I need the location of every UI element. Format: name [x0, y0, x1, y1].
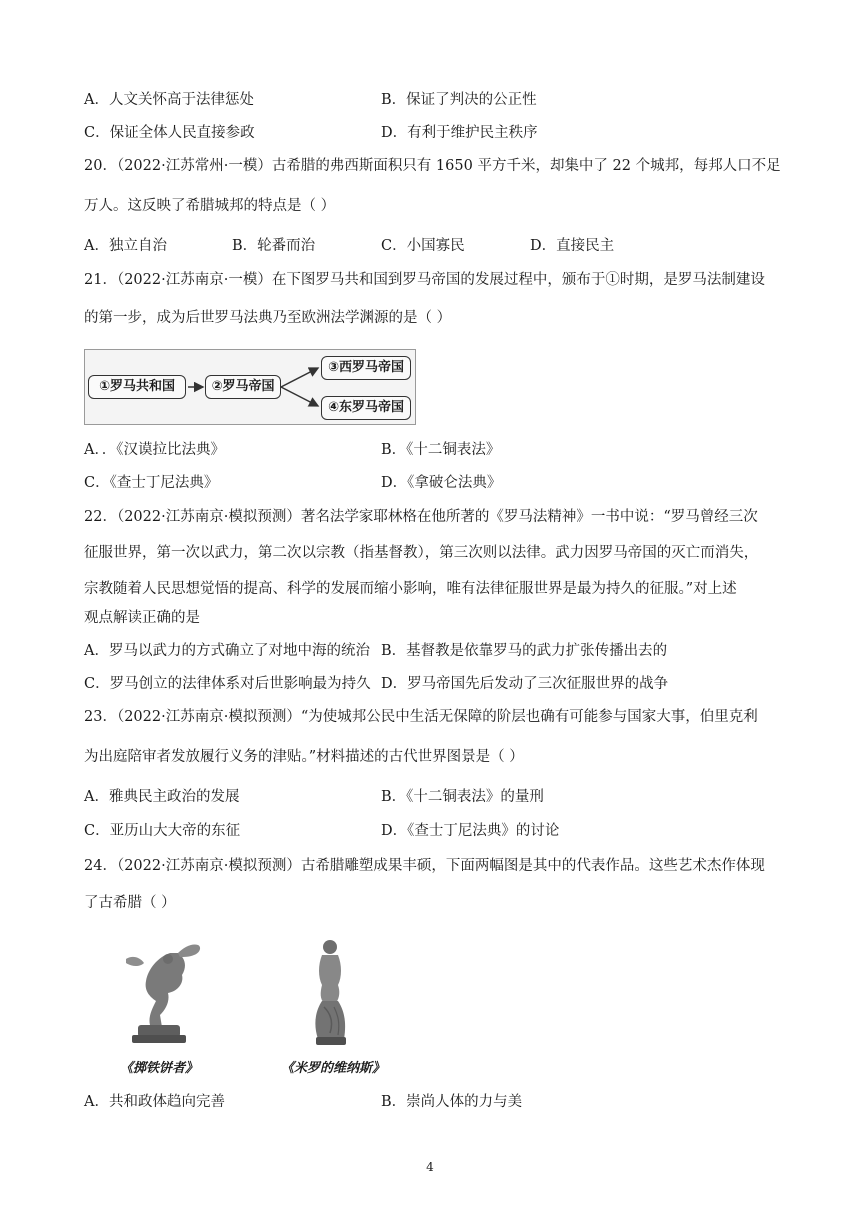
q22-option-b: B．基督教是依靠罗马的武力扩张传播出去的	[381, 643, 668, 659]
q23-option-d: D．《查士丁尼法典》的讨论	[381, 823, 560, 839]
q24-option-a: A．共和政体趋向完善	[84, 1094, 225, 1110]
q24-stem-line1: 24．（2022·江苏南京·模拟预测）古希腊雕塑成果丰硕，下面两幅图是其中的代表作品。这些艺术杰作体现	[84, 858, 765, 874]
arrow-2-to-3	[281, 368, 318, 387]
q23-option-a: A．雅典民主政治的发展	[84, 789, 240, 805]
q19-option-a: A．人文关怀高于法律惩处	[84, 92, 254, 108]
q22-option-a: A．罗马以武力的方式确立了对地中海的统治	[84, 643, 370, 659]
q22-stem-line2: 征服世界，第一次以武力，第二次以宗教（指基督教），第三次则以法律。武力因罗马帝国的灭亡而消失，	[84, 545, 759, 561]
flow-box-roman-empire: ②罗马帝国	[205, 375, 281, 399]
q19-option-b: B．保证了判决的公正性	[381, 92, 537, 108]
q20-option-a: A．独立自治	[84, 238, 167, 254]
venus-de-milo-caption: 《米罗的维纳斯》	[281, 1061, 386, 1076]
flow-box-eastern-roman-empire: ④东罗马帝国	[321, 396, 411, 420]
discobolus-caption: 《掷铁饼者》	[120, 1061, 199, 1076]
q19-option-c: C．保证全体人民直接参政	[84, 125, 255, 141]
q23-stem-line1: 23．（2022·江苏南京·模拟预测）“为使城邦公民中生活无保障的阶层也确有可能参与国家大事，伯里克利	[84, 709, 758, 725]
q22-option-c: C．罗马创立的法律体系对后世影响最为持久	[84, 676, 371, 692]
q23-option-b: B．《十二铜表法》的量刑	[381, 789, 544, 805]
q24-option-b: B．崇尚人体的力与美	[381, 1094, 523, 1110]
arrow-2-to-4	[281, 387, 318, 406]
q23-option-c: C．亚历山大大帝的东征	[84, 823, 241, 839]
rome-development-flowchart	[84, 349, 416, 425]
q22-option-d: D．罗马帝国先后发动了三次征服世界的战争	[381, 676, 669, 692]
q20-option-c: C．小国寡民	[381, 238, 465, 254]
q21-stem-line2: 的第一步，成为后世罗马法典乃至欧洲法学渊源的是（ ）	[84, 310, 452, 326]
flow-box-western-roman-empire: ③西罗马帝国	[321, 356, 411, 380]
q20-stem-line1: 20．（2022·江苏常州·一模）古希腊的弗西斯面积只有 1650 平方千米，却集中了 22 个城邦，每邦人口不足	[84, 158, 781, 174]
q23-stem-line2: 为出庭陪审者发放履行义务的津贴。”材料描述的古代世界图景是（ ）	[84, 749, 524, 765]
q20-option-d: D．直接民主	[530, 238, 615, 254]
q20-option-b: B．轮番而治	[232, 238, 316, 254]
q24-stem-line2: 了古希腊（ ）	[84, 895, 176, 911]
q22-stem-line3: 宗教随着人民思想觉悟的提高、科学的发展而缩小影响，唯有法律征服世界是最为持久的征服。”对上述	[84, 581, 737, 597]
q20-stem-line2: 万人。这反映了希腊城邦的特点是（ ）	[84, 198, 336, 214]
q21-stem-line1: 21．（2022·江苏南京·一模）在下图罗马共和国到罗马帝国的发展过程中，颁布于①时期，是罗马法制建设	[84, 272, 765, 288]
page-number: 4	[426, 1160, 434, 1174]
discobolus-statue-image	[118, 935, 210, 1045]
q21-option-d: D．《拿破仑法典》	[381, 475, 502, 491]
q21-option-c: C．《查士丁尼法典》	[84, 475, 219, 491]
venus-de-milo-statue-image	[300, 935, 360, 1047]
q21-option-a: A．．《汉谟拉比法典》	[84, 442, 225, 458]
q19-option-d: D．有利于维护民主秩序	[381, 125, 538, 141]
flow-box-roman-republic: ①罗马共和国	[88, 375, 186, 399]
q21-option-b: B．《十二铜表法》	[381, 442, 501, 458]
q22-stem-line1: 22．（2022·江苏南京·模拟预测）著名法学家耶林格在他所著的《罗马法精神》一书中说：“罗马曾经三次	[84, 509, 758, 525]
q22-stem-line4: 观点解读正确的是	[84, 610, 200, 626]
